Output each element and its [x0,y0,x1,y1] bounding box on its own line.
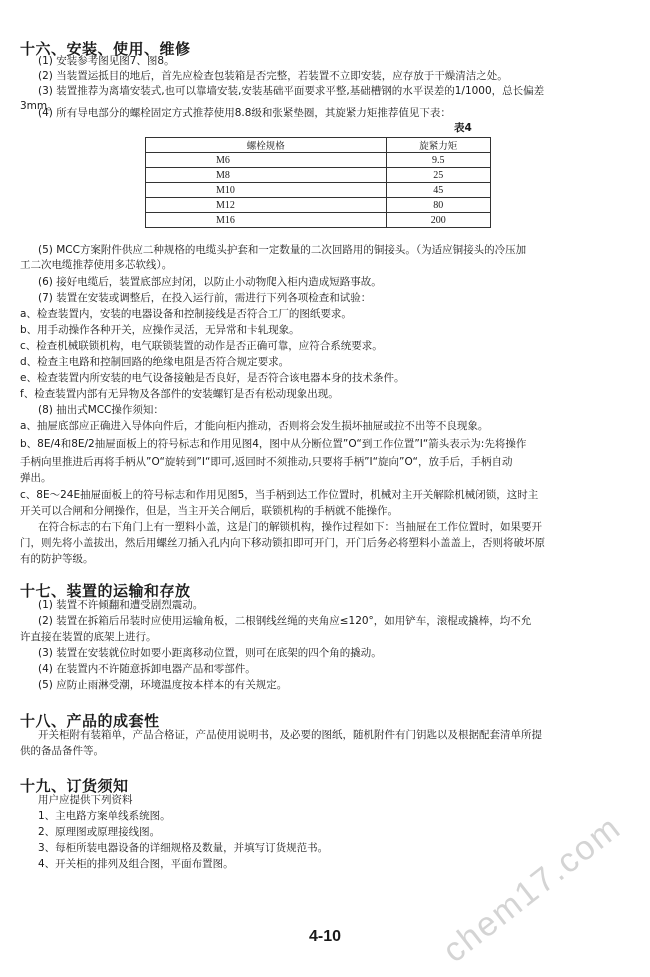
table-cell-torque: 80 [386,198,490,213]
s16-check-b: b、用手动操作各种开关，应操作灵活，无异常和卡轧现象。 [20,324,300,336]
s16-check-f: f、检查装置内部有无异物及各部件的安装螺钉是否有松动现象出现。 [20,388,339,400]
s16-check-d: d、检查主电路和控制回路的绝缘电阻是否符合规定要求。 [20,356,290,368]
table-row [146,198,491,213]
s16-item-4: (4) 所有导电部分的螺栓固定方式推荐使用8.8级和张紧垫圈，其旋紧力矩推荐值见下表： [38,107,451,119]
s17-item-1: (1) 装置不许倾翻和遭受剧烈震动。 [38,599,204,611]
table-cell-spec: M12 [146,198,387,213]
table-header-torque: 旋紧力矩 [386,138,490,153]
s16-item-5-cont: 工二次电缆推荐使用多芯软线）。 [20,259,173,271]
section-18-title: 十八、产品的成套性 [20,712,160,730]
s16-item-1: (1) 安装参考图见图7、图8。 [38,55,175,67]
s16-check-a: a、检查装置内，安装的电器设备和控制接线是否符合工厂的图纸要求。 [20,308,352,320]
s18-line-1: 开关柜附有装箱单，产品合格证，产品使用说明书，及必要的图纸，随机附件有门钥匙以及根据配套清单所提 [38,729,542,741]
s17-item-4: (4) 在装置内不许随意拆卸电器产品和零部件。 [38,663,256,675]
section-16-title: 十六、安装、使用、维修 [20,40,191,58]
table-row [146,168,491,183]
s17-item-2: (2) 装置在拆箱后吊装时应使用运输角板，二根钢线丝绳的夹角应≤120°，如用铲车，滚棍或撬棒，均不允 [38,615,532,627]
s16-item-8-b-line1: b、8E/4和8E/2抽屉面板上的符号标志和作用见图4，图中从分断位置”O“到工作位置”I“箭头表示为:先将操作 [20,438,527,450]
table-row [146,153,491,168]
table-header-row [146,138,491,153]
s16-item-3: (3) 装置推荐为离墙安装式,也可以靠墙安装,安装基础平面要求平整,基础槽钢的水平误差的1/1000，总长偏差 [38,85,545,97]
section-17-title: 十七、装置的运输和存放 [20,582,191,600]
s16-item-6: (6) 接好电缆后，装置底部应封闭，以防止小动物爬入柜内造成短路事故。 [38,276,382,288]
s16-item-8: (8) 抽出式MCC操作须知： [38,404,164,416]
s16-item-3-cont: 3mm。 [20,100,58,112]
table-cell-torque: 45 [386,183,490,198]
s16-item-8-d-line2: 门，则先将小盖拔出，然后用螺丝刀插入孔内向下移动锁扣即可开门，开门后务必将塑料小盖盖上，否则将破坏原 [20,537,545,549]
table-cell-spec: M8 [146,168,387,183]
table-caption: 表4 [454,122,472,134]
table-header-bolt-spec: 螺栓规格 [146,138,387,153]
s16-check-e: e、检查装置内所安装的电气设备接触是否良好，是否符合该电器本身的技术条件。 [20,372,405,384]
table-cell-spec: M16 [146,213,387,228]
s19-item-3: 3、每柜所装电器设备的详细规格及数量，并填写订货规范书。 [38,842,329,854]
watermark: chem17.com [436,808,629,971]
s18-line-2: 供的备品备件等。 [20,745,104,757]
section-19-title: 十九、订货须知 [20,777,129,795]
page-number: 4-10 [308,928,342,945]
s16-item-5: (5) MCC方案附件供应二种规格的电缆头护套和一定数量的二次回路用的铜接头。（为适应铜接头的冷压加 [38,244,527,256]
s17-item-3: (3) 装置在安装就位时如要小距离移动位置，则可在底架的四个角的撬动。 [38,647,382,659]
s19-item-2: 2、原理图或原理接线图。 [38,826,161,838]
table-cell-torque: 9.5 [386,153,490,168]
s16-item-8-d-line1: 在符合标志的右下角门上有一塑料小盖，这是门的解锁机构，操作过程如下：当抽屉在工作位置时，如果要开 [38,521,542,533]
s19-item-1: 1、主电路方案单线系统图。 [38,810,171,822]
s16-item-8-d-line3: 有的防护等级。 [20,553,94,565]
s16-item-7: (7) 装置在安装或调整后，在投入运行前，需进行下列各项检查和试验： [38,292,372,304]
s16-item-8-c-line2: 开关可以合闸和分闸操作，但是，当主开关合闸后，联锁机构的手柄就不能操作。 [20,505,398,517]
table-cell-spec: M10 [146,183,387,198]
s17-item-5: (5) 应防止雨淋受潮，环境温度按本样本的有关规定。 [38,679,288,691]
s16-item-8-b-line3: 弹出。 [20,472,52,484]
table-cell-torque: 25 [386,168,490,183]
s16-check-c: c、检查机械联锁机构，电气联锁装置的动作是否正确可靠，应符合系统要求。 [20,340,383,352]
s16-item-8-b-line2: 手柄向里推进后再将手柄从”O“旋转到”I“即可,返回时不须推动,只要将手柄”I“旋向”O“，放手后，手柄自动 [20,456,513,468]
table-cell-spec: M6 [146,153,387,168]
s16-item-2: (2) 当装置运抵目的地后，首先应检查包装箱是否完整，若装置不立即安装，应存放于干燥清洁之处。 [38,70,508,82]
s16-item-8-c-line1: c、8E～24E抽屉面板上的符号标志和作用见图5，当手柄到达工作位置时，机械对主开关解除机械闭锁，这时主 [20,489,539,501]
table-row [146,213,491,228]
s16-item-8-a: a、抽屉底部应正确进入导体向件后，才能向柜内推动，否则将会发生损坏抽屉或拉不出等不良现象。 [20,420,489,432]
s17-item-2-cont: 许直接在装置的底架上进行。 [20,631,157,643]
table-row [146,183,491,198]
s19-item-4: 4、开关柜的排列及组合图，平面布置图。 [38,858,234,870]
s19-intro: 用户应提供下列资料 [38,794,133,806]
bolt-torque-table [145,137,491,228]
table-cell-torque: 200 [386,213,490,228]
